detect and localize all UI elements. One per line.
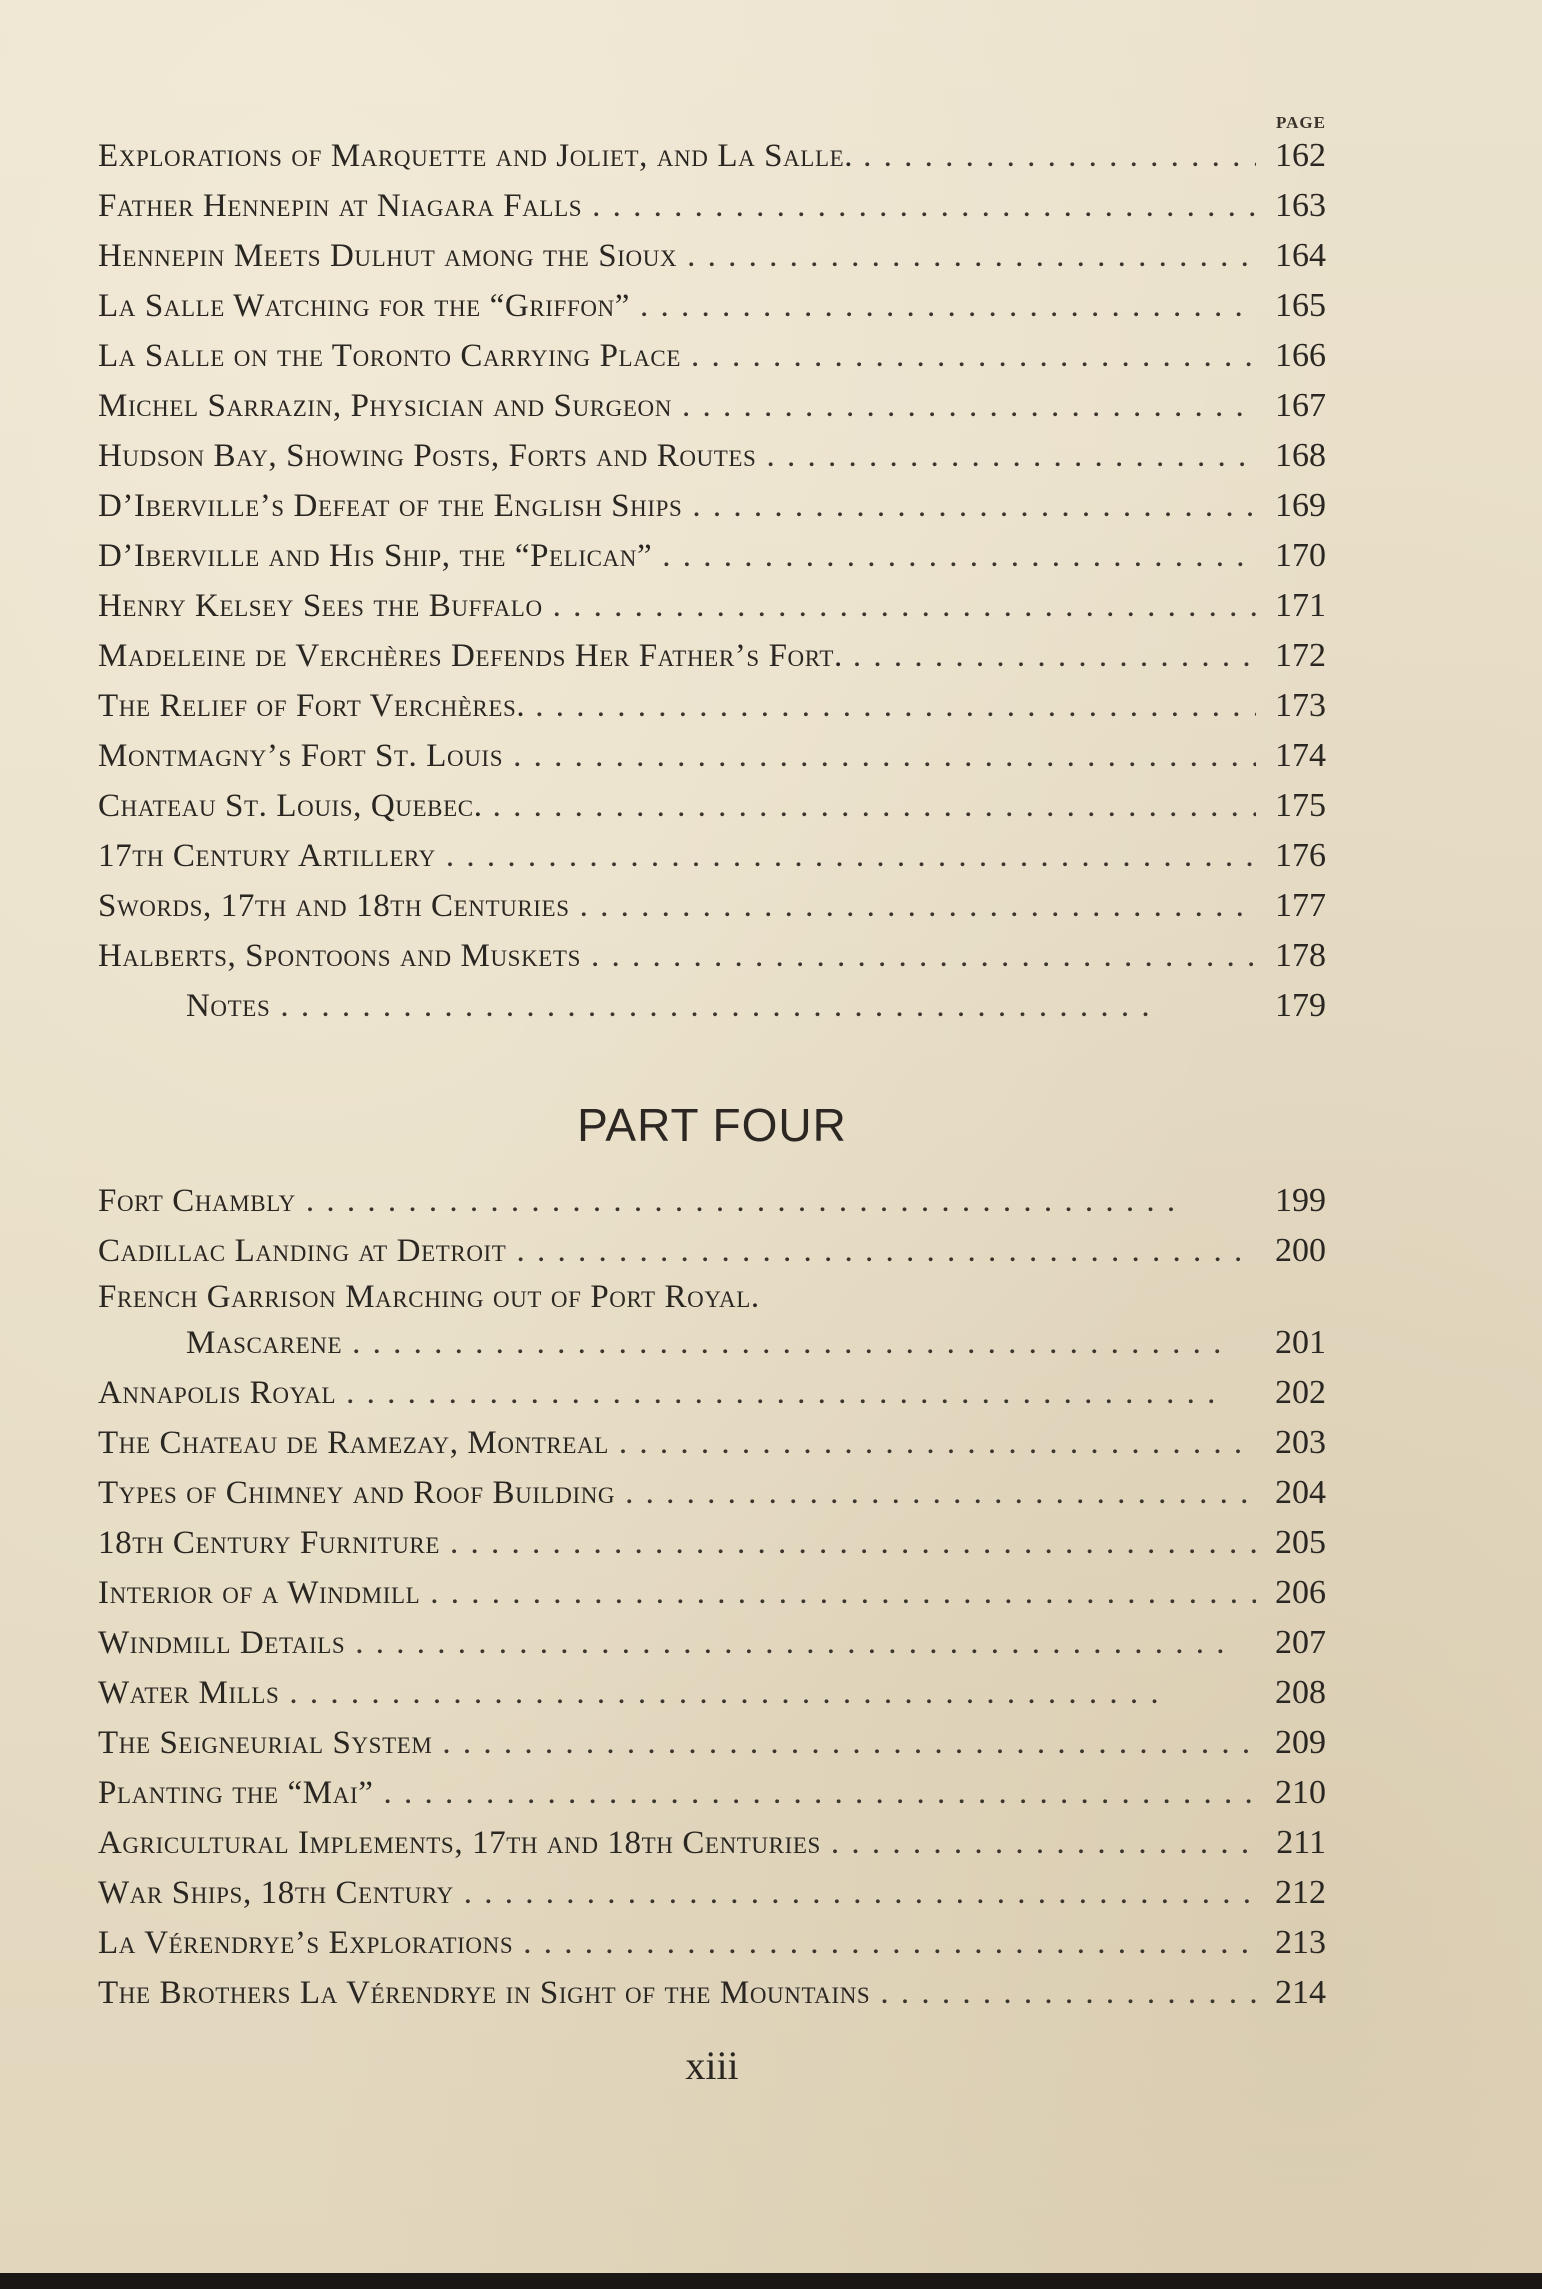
toc-entry-page: 173 xyxy=(1275,687,1326,724)
toc-entry-page: 178 xyxy=(1275,937,1326,974)
toc-entry xyxy=(98,631,1326,681)
dot-leader xyxy=(677,231,1256,281)
dot-leader xyxy=(615,1468,1256,1518)
toc-entry-title: Hudson Bay, Showing Posts, Forts and Routes xyxy=(98,438,757,474)
dot-leader xyxy=(570,881,1256,931)
toc-entry-title: 17th Century Artillery xyxy=(98,838,436,874)
toc-entry-page: 209 xyxy=(1275,1724,1326,1761)
toc-entry xyxy=(98,1718,1326,1768)
page-bottom-edge xyxy=(0,2273,1542,2289)
toc-entry xyxy=(98,1568,1326,1618)
toc-entry-page: 167 xyxy=(1275,387,1326,424)
dot-leader xyxy=(582,181,1256,231)
dot-leader xyxy=(853,131,1256,181)
toc-entry-page: 213 xyxy=(1275,1924,1326,1961)
toc-entry-title: La Salle on the Toronto Carrying Place xyxy=(98,338,682,374)
toc-entry-two-line xyxy=(98,1276,1326,1368)
toc-page xyxy=(98,0,1326,2289)
toc-entry-page: 205 xyxy=(1275,1524,1326,1561)
page-column-label: PAGE xyxy=(1276,113,1326,132)
toc-entry xyxy=(98,881,1326,931)
toc-entry xyxy=(98,1368,1326,1418)
toc-entry xyxy=(98,1618,1326,1668)
toc-entry xyxy=(98,1918,1326,1968)
dot-leader xyxy=(420,1568,1256,1618)
toc-entry-title: D’Iberville’s Defeat of the English Ships xyxy=(98,488,683,524)
toc-entry-page: 212 xyxy=(1275,1874,1326,1911)
dot-leader xyxy=(436,831,1256,881)
toc-entry-title: War Ships, 18th Century xyxy=(98,1875,454,1911)
toc-entry-title: 18th Century Furniture xyxy=(98,1525,440,1561)
toc-entry-title: The Chateau de Ramezay, Montreal xyxy=(98,1425,609,1461)
toc-entry-title: Hennepin Meets Dulhut among the Sioux xyxy=(98,238,678,274)
dot-leader xyxy=(682,481,1256,531)
toc-entry xyxy=(98,181,1326,231)
toc-entry xyxy=(98,581,1326,631)
toc-entry-title: La Vérendrye’s Explorations xyxy=(98,1925,514,1961)
toc-entry xyxy=(98,481,1326,531)
dot-leader xyxy=(373,1768,1256,1818)
toc-entry xyxy=(98,681,1326,731)
toc-entry-title: Water Mills xyxy=(98,1675,280,1711)
toc-entry-title-cont: Mascarene xyxy=(186,1325,343,1361)
dot-leader xyxy=(336,1368,1256,1418)
dot-leader xyxy=(630,281,1256,331)
toc-entry-page: 202 xyxy=(1275,1374,1326,1411)
toc-entry-page: 177 xyxy=(1275,887,1326,924)
toc-entry-page: 208 xyxy=(1275,1674,1326,1711)
toc-entry-page: 214 xyxy=(1275,1974,1326,2011)
toc-entry-page: 171 xyxy=(1275,587,1326,624)
dot-leader xyxy=(454,1868,1256,1918)
dot-leader xyxy=(652,531,1256,581)
toc-entry xyxy=(98,1518,1326,1568)
toc-entry-page: 200 xyxy=(1275,1232,1326,1269)
toc-entry-title: Planting the “Mai” xyxy=(98,1775,374,1811)
toc-entry-page: 162 xyxy=(1275,137,1326,174)
dot-leader xyxy=(345,1618,1256,1668)
toc-entry xyxy=(98,781,1326,831)
toc-entry-page: 204 xyxy=(1275,1474,1326,1511)
dot-leader xyxy=(543,581,1256,631)
toc-entry-title: Notes xyxy=(186,988,271,1024)
toc-entry-title: The Relief of Fort Verchères. xyxy=(98,688,526,724)
dot-leader xyxy=(681,331,1256,381)
toc-entry-page: 199 xyxy=(1275,1182,1326,1219)
toc-entry-page: 210 xyxy=(1275,1774,1326,1811)
dot-leader xyxy=(609,1418,1256,1468)
toc-entry-page: 170 xyxy=(1275,537,1326,574)
toc-entry-title: Montmagny’s Fort St. Louis xyxy=(98,738,504,774)
dot-leader xyxy=(503,731,1256,781)
toc-entry-title: Madeleine de Verchères Defends Her Father’s Fort. xyxy=(98,638,843,674)
toc-entry-title: Swords, 17th and 18th Centuries xyxy=(98,888,570,924)
toc-entry xyxy=(98,531,1326,581)
toc-entry-title: Michel Sarrazin, Physician and Surgeon xyxy=(98,388,672,424)
toc-entry-page: 207 xyxy=(1275,1624,1326,1661)
toc-entry xyxy=(98,431,1326,481)
toc-entry-title: Cadillac Landing at Detroit xyxy=(98,1233,507,1269)
dot-leader xyxy=(513,1918,1256,1968)
toc-entry-page: 201 xyxy=(1275,1324,1326,1361)
toc-entry-title: Interior of a Windmill xyxy=(98,1575,421,1611)
toc-entry-title: Agricultural Implements, 17th and 18th Centuries xyxy=(98,1825,821,1861)
toc-entry xyxy=(98,1418,1326,1468)
toc-entry xyxy=(98,1226,1326,1276)
toc-entry xyxy=(98,331,1326,381)
toc-part-three-list xyxy=(98,131,1326,1031)
toc-entry-page: 174 xyxy=(1275,737,1326,774)
toc-entry-page: 206 xyxy=(1275,1574,1326,1611)
dot-leader xyxy=(342,1318,1256,1368)
toc-entry xyxy=(98,931,1326,981)
toc-entry-title: Types of Chimney and Roof Building xyxy=(98,1475,616,1511)
toc-entry xyxy=(98,1868,1326,1918)
dot-leader xyxy=(270,981,1256,1031)
toc-entry xyxy=(98,1668,1326,1718)
toc-entry-title: Chateau St. Louis, Quebec. xyxy=(98,788,483,824)
dot-leader xyxy=(821,1818,1256,1868)
toc-entry-page: 203 xyxy=(1275,1424,1326,1461)
toc-entry-title: Annapolis Royal xyxy=(98,1375,337,1411)
toc-entry-title: D’Iberville and His Ship, the “Pelican” xyxy=(98,538,653,574)
toc-entry-title: Henry Kelsey Sees the Buffalo xyxy=(98,588,543,624)
toc-entry xyxy=(98,1768,1326,1818)
toc-entry-page: 172 xyxy=(1275,637,1326,674)
dot-leader xyxy=(525,681,1256,731)
part-heading: PART FOUR xyxy=(577,1099,847,1151)
toc-entry xyxy=(98,1176,1326,1226)
toc-entry-title: Fort Chambly xyxy=(98,1183,296,1219)
toc-entry-title: Halberts, Spontoons and Muskets xyxy=(98,938,581,974)
toc-entry-page: 166 xyxy=(1275,337,1326,374)
toc-entry xyxy=(98,131,1326,181)
toc-entry xyxy=(98,1468,1326,1518)
dot-leader xyxy=(483,781,1256,831)
toc-entry-page: 164 xyxy=(1275,237,1326,274)
dot-leader xyxy=(756,431,1256,481)
dot-leader xyxy=(672,381,1256,431)
toc-entry-title: The Seigneurial System xyxy=(98,1725,433,1761)
toc-entry-title: La Salle Watching for the “Griffon” xyxy=(98,288,630,324)
toc-entry-title: Explorations of Marquette and Joliet, and La Salle. xyxy=(98,138,854,174)
toc-entry-page: 169 xyxy=(1275,487,1326,524)
dot-leader xyxy=(440,1518,1256,1568)
toc-entry-page: 168 xyxy=(1275,437,1326,474)
page-folio-number: xiii xyxy=(685,2043,739,2088)
toc-entry xyxy=(98,1968,1326,2018)
toc-entry-page: 163 xyxy=(1275,187,1326,224)
dot-leader xyxy=(870,1968,1256,2018)
toc-entry-title: Father Hennepin at Niagara Falls xyxy=(98,188,583,224)
toc-entry xyxy=(98,381,1326,431)
toc-entry xyxy=(98,831,1326,881)
toc-part-four-list xyxy=(98,1176,1326,2018)
toc-entry-page: 165 xyxy=(1275,287,1326,324)
toc-entry-title: Windmill Details xyxy=(98,1625,346,1661)
dot-leader xyxy=(296,1176,1256,1226)
toc-entry-page: 176 xyxy=(1275,837,1326,874)
dot-leader xyxy=(432,1718,1256,1768)
toc-entry-title: The Brothers La Vérendrye in Sight of the Mountains xyxy=(98,1975,871,2011)
toc-entry xyxy=(98,231,1326,281)
toc-entry-title: French Garrison Marching out of Port Royal. xyxy=(98,1279,760,1315)
toc-entry-page: 179 xyxy=(1275,987,1326,1024)
dot-leader xyxy=(279,1668,1256,1718)
dot-leader xyxy=(843,631,1256,681)
toc-entry xyxy=(98,1818,1326,1868)
toc-entry-continuation xyxy=(98,1318,1326,1368)
dot-leader xyxy=(506,1226,1256,1276)
toc-entry-page: 175 xyxy=(1275,787,1326,824)
toc-entry xyxy=(98,281,1326,331)
toc-entry-notes xyxy=(98,981,1326,1031)
toc-entry xyxy=(98,731,1326,781)
dot-leader xyxy=(581,931,1256,981)
toc-entry-page: 211 xyxy=(1276,1824,1326,1861)
